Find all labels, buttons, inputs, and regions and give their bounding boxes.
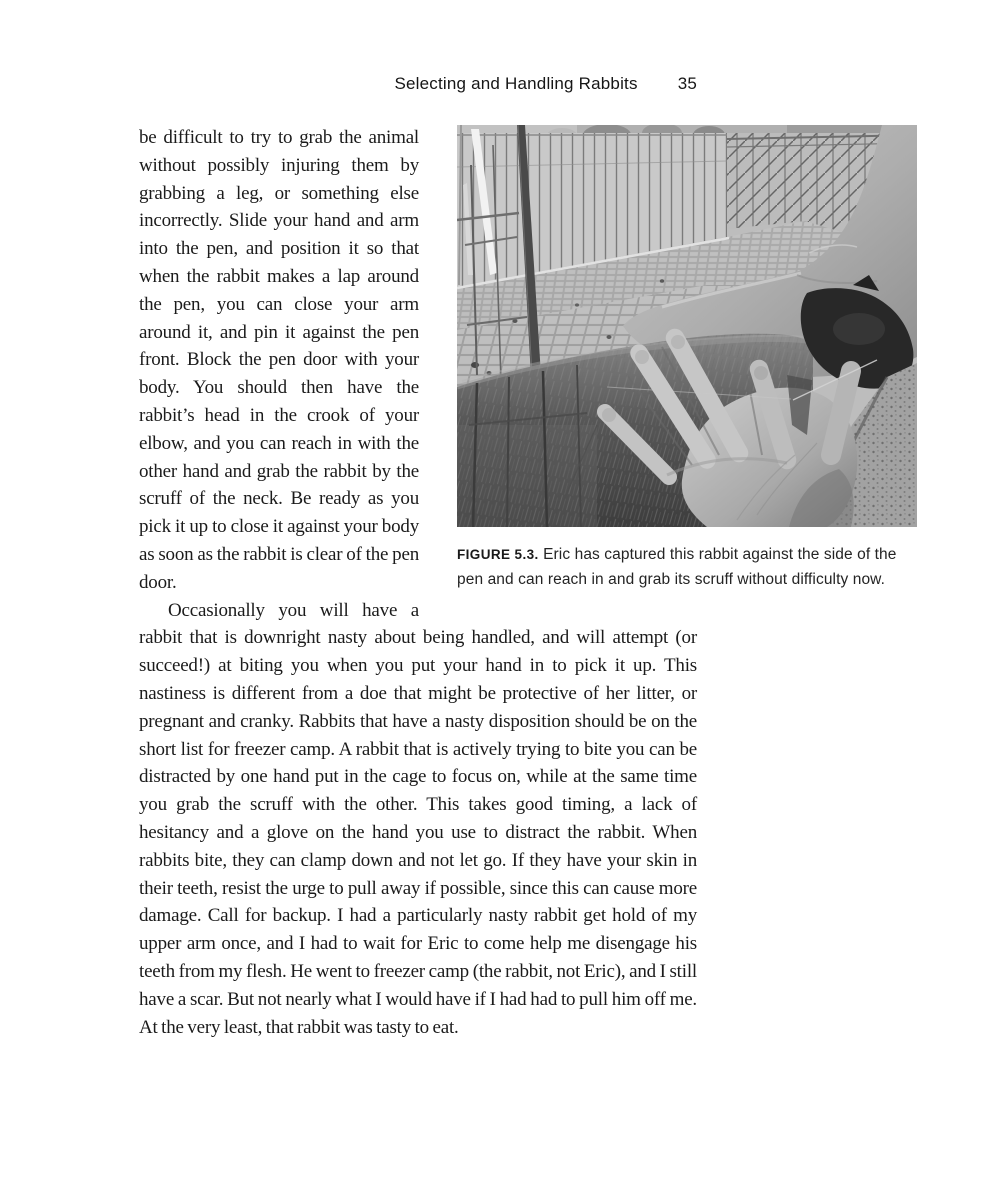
figure-photo xyxy=(457,125,917,527)
figure-caption xyxy=(457,543,917,592)
figure-caption-text: Eric has captured this rabbit against the side of the pen and can reach in and grab its scruff without difficulty now. xyxy=(457,546,897,588)
page-body xyxy=(139,124,897,1041)
paragraph-2: Occasionally you will have a rabbit that is downright nasty about being handled, and will attempt (or succeed!) at biting you when you put your hand in to pick it up. This nastiness is different from a doe that might be protective of her litter, or pregnant and cranky. Rabbits that have a nasty disposition should be on the short list for freezer camp. A rabbit that is actively trying to bite you can be distracted by one hand put in the cage to focus on, while at the same time you grab the scruff with the other. This takes good timing, a lack of hesitancy and a glove on the hand you use to distract the rabbit. When rabbits bite, they can clamp down and not let go. If they have your skin in their teeth, resist the urge to pull away if possible, since this can cause more damage. Call for backup. I had a particularly nasty rabbit get hold of my upper arm once, and I had to wait for Eric to come help me disengage his teeth from my flesh. He went to freezer camp (the rabbit, not Eric), and I still have a scar. But not nearly what I would have if I had had to pull him off me. At the very least, that rabbit was tasty to eat. xyxy=(139,599,697,1038)
paragraph-1: be difficult to try to grab the animal without possibly injuring them by grabbing a leg, or something else incorrectly. Slide your hand and arm into the pen, and position it so that when the rabbit makes a lap around the pen, you can close your arm around it, and pin it against the pen front. Block the pen door with your body. You should then have the rabbit’s head in the crook of your elbow, and you can reach in with the other hand and grab the rabbit by the scruff of the neck. Be ready as you pick it up to close it against your body as soon as the rabbit is clear of the pen door. xyxy=(139,127,419,593)
running-title: Selecting and Handling Rabbits xyxy=(394,74,638,93)
figure-label: FIGURE 5.3. xyxy=(457,547,539,562)
page-number: 35 xyxy=(677,74,697,93)
figure-photo-svg xyxy=(457,125,917,527)
running-header xyxy=(139,72,697,96)
figure-5-3 xyxy=(457,125,917,592)
